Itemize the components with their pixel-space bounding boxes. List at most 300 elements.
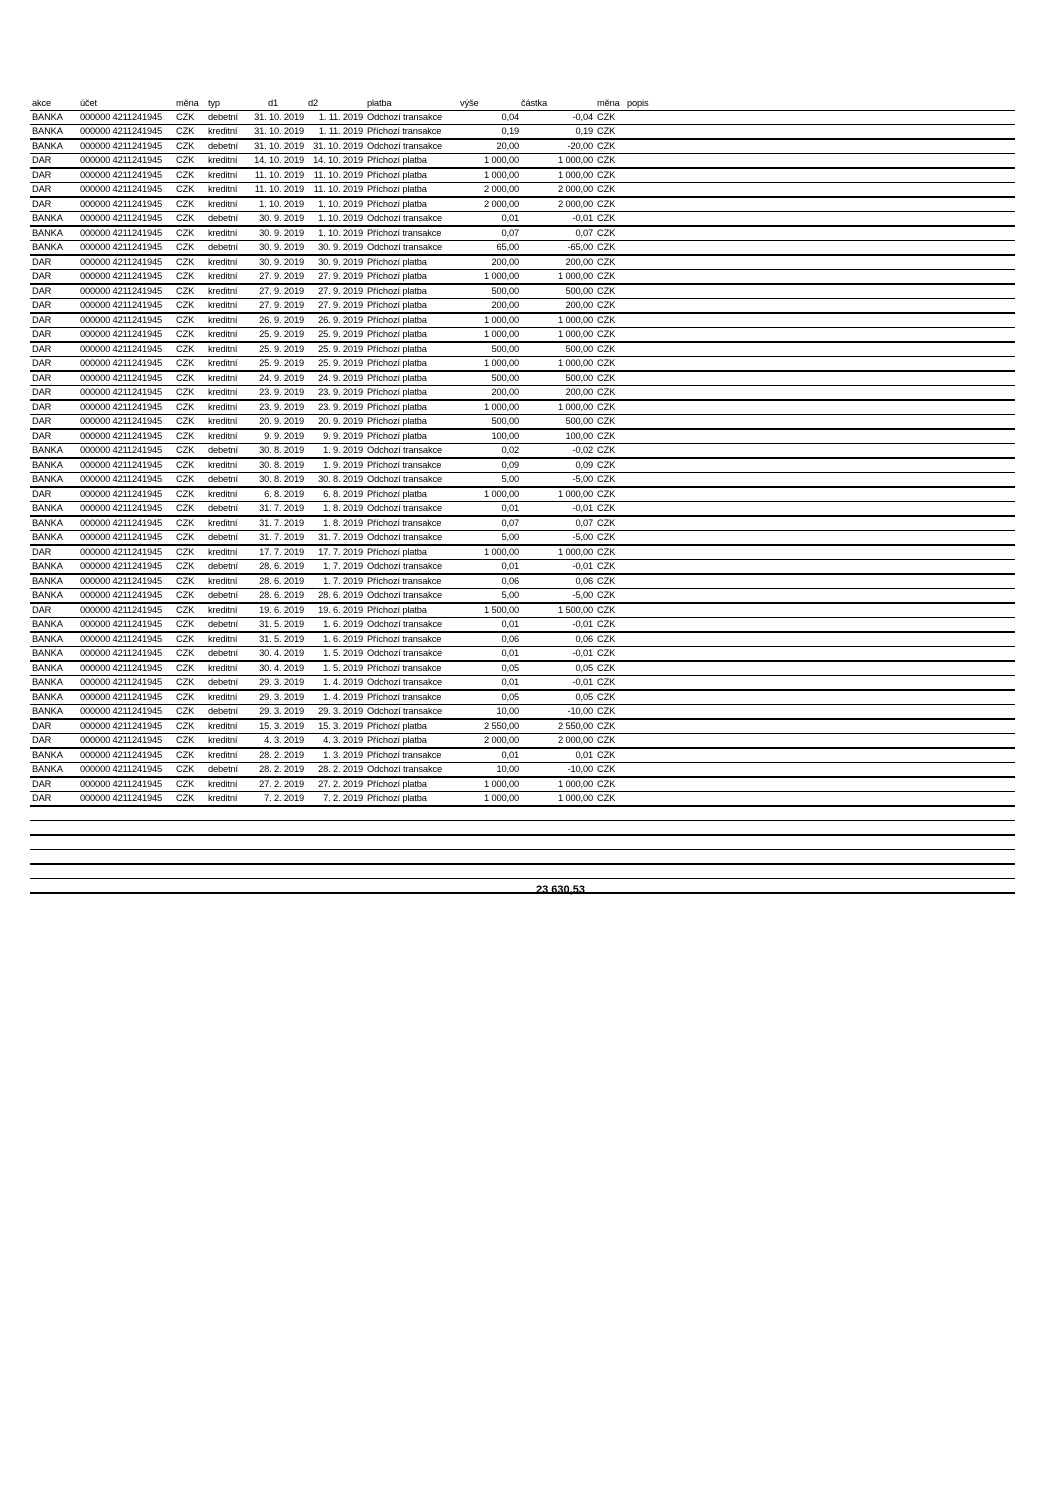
cell-vyse: 0,01 — [455, 748, 521, 763]
cell-vyse: 1 000,00 — [455, 154, 521, 169]
cell-d1: 31. 10. 2019 — [248, 139, 306, 154]
cell-ucet: 000000 4211241945 — [78, 560, 174, 575]
cell-platba: Příchozí platba — [365, 328, 455, 343]
cell-castka: 2 000,00 — [521, 183, 595, 198]
cell-castka: 0,06 — [521, 632, 595, 647]
cell-mena2: CZK — [595, 705, 625, 720]
cell-castka: -0,01 — [521, 618, 595, 633]
cell-castka: 2 000,00 — [521, 197, 595, 212]
header-mena2: měna — [595, 96, 625, 111]
cell-akce: BANKA — [30, 111, 78, 125]
cell-castka: 200,00 — [521, 386, 595, 401]
cell-akce: DAR — [30, 313, 78, 328]
cell-typ: kreditní — [206, 255, 248, 270]
cell-platba: Odchozí transakce — [365, 212, 455, 227]
cell-typ: kreditní — [206, 415, 248, 430]
cell-platba: Příchozí transakce — [365, 574, 455, 589]
cell-mena2: CZK — [595, 458, 625, 473]
cell-ucet: 000000 4211241945 — [78, 386, 174, 401]
cell-castka: -5,00 — [521, 473, 595, 488]
cell-popis — [625, 386, 1015, 401]
cell-d2: 1. 9. 2019 — [306, 444, 365, 459]
cell-mena2: CZK — [595, 255, 625, 270]
cell-d1: 31. 5. 2019 — [248, 618, 306, 633]
cell-d1: 30. 8. 2019 — [248, 473, 306, 488]
blank-row — [30, 850, 1015, 865]
cell-d2: 26. 9. 2019 — [306, 313, 365, 328]
cell-mena: CZK — [174, 111, 206, 125]
blank-row — [30, 835, 1015, 850]
cell-castka: 0,09 — [521, 458, 595, 473]
table-row — [30, 154, 1015, 169]
cell-typ: debetní — [206, 647, 248, 662]
cell-typ: kreditní — [206, 299, 248, 314]
cell-mena: CZK — [174, 458, 206, 473]
cell-typ: kreditní — [206, 270, 248, 285]
cell-d2: 27. 2. 2019 — [306, 777, 365, 792]
cell-platba: Příchozí transakce — [365, 226, 455, 241]
cell-typ: kreditní — [206, 545, 248, 560]
cell-d1: 29. 3. 2019 — [248, 705, 306, 720]
cell-d1: 27. 9. 2019 — [248, 284, 306, 299]
cell-platba: Příchozí platba — [365, 777, 455, 792]
table-row — [30, 763, 1015, 778]
cell-akce: BANKA — [30, 618, 78, 633]
cell-mena: CZK — [174, 444, 206, 459]
cell-d1: 27. 9. 2019 — [248, 270, 306, 285]
cell-d1: 25. 9. 2019 — [248, 328, 306, 343]
cell-castka: 0,05 — [521, 661, 595, 676]
cell-akce: DAR — [30, 487, 78, 502]
cell-typ: debetní — [206, 560, 248, 575]
cell-platba: Příchozí platba — [365, 270, 455, 285]
cell-popis — [625, 531, 1015, 546]
cell-castka: 2 550,00 — [521, 719, 595, 734]
cell-mena: CZK — [174, 763, 206, 778]
cell-d1: 30. 4. 2019 — [248, 661, 306, 676]
table-row — [30, 125, 1015, 140]
cell-platba: Příchozí platba — [365, 168, 455, 183]
blank-row — [30, 864, 1015, 879]
cell-d1: 30. 4. 2019 — [248, 647, 306, 662]
cell-d1: 20. 9. 2019 — [248, 415, 306, 430]
cell-d1: 31. 10. 2019 — [248, 111, 306, 125]
cell-castka: 1 000,00 — [521, 400, 595, 415]
cell-mena2: CZK — [595, 386, 625, 401]
cell-d1: 19. 6. 2019 — [248, 603, 306, 618]
cell-platba: Příchozí platba — [365, 284, 455, 299]
cell-popis — [625, 415, 1015, 430]
cell-d1: 29. 3. 2019 — [248, 676, 306, 691]
cell-d1: 15. 3. 2019 — [248, 719, 306, 734]
cell-platba: Příchozí transakce — [365, 661, 455, 676]
cell-vyse: 0,07 — [455, 516, 521, 531]
cell-typ: kreditní — [206, 226, 248, 241]
cell-d2: 27. 9. 2019 — [306, 270, 365, 285]
cell-akce: DAR — [30, 603, 78, 618]
cell-popis — [625, 125, 1015, 140]
cell-platba: Odchozí transakce — [365, 589, 455, 604]
cell-mena: CZK — [174, 168, 206, 183]
table-row — [30, 270, 1015, 285]
cell-vyse: 0,01 — [455, 212, 521, 227]
header-d2: d2 — [306, 96, 365, 111]
cell-popis — [625, 676, 1015, 691]
table-row — [30, 473, 1015, 488]
cell-akce: BANKA — [30, 748, 78, 763]
cell-ucet: 000000 4211241945 — [78, 270, 174, 285]
table-row — [30, 574, 1015, 589]
cell-ucet: 000000 4211241945 — [78, 458, 174, 473]
cell-d1: 17. 7. 2019 — [248, 545, 306, 560]
cell-popis — [625, 792, 1015, 807]
cell-d1: 6. 8. 2019 — [248, 487, 306, 502]
cell-akce: DAR — [30, 400, 78, 415]
table-row — [30, 429, 1015, 444]
cell-platba: Příchozí transakce — [365, 690, 455, 705]
cell-popis — [625, 603, 1015, 618]
cell-mena: CZK — [174, 154, 206, 169]
cell-castka: 0,05 — [521, 690, 595, 705]
cell-d1: 28. 2. 2019 — [248, 763, 306, 778]
cell-ucet: 000000 4211241945 — [78, 313, 174, 328]
cell-popis — [625, 342, 1015, 357]
cell-akce: DAR — [30, 371, 78, 386]
blank-row — [30, 806, 1015, 821]
cell-mena: CZK — [174, 734, 206, 749]
cell-mena: CZK — [174, 792, 206, 807]
cell-platba: Příchozí transakce — [365, 632, 455, 647]
cell-d1: 28. 6. 2019 — [248, 574, 306, 589]
cell-popis — [625, 212, 1015, 227]
cell-d2: 1. 4. 2019 — [306, 676, 365, 691]
cell-popis — [625, 560, 1015, 575]
cell-mena2: CZK — [595, 313, 625, 328]
cell-d2: 1. 10. 2019 — [306, 197, 365, 212]
cell-typ: debetní — [206, 502, 248, 517]
cell-mena: CZK — [174, 632, 206, 647]
cell-vyse: 500,00 — [455, 415, 521, 430]
cell-akce: DAR — [30, 255, 78, 270]
cell-d1: 1. 10. 2019 — [248, 197, 306, 212]
cell-ucet: 000000 4211241945 — [78, 284, 174, 299]
cell-mena2: CZK — [595, 328, 625, 343]
cell-platba: Příchozí platba — [365, 429, 455, 444]
cell-typ: debetní — [206, 589, 248, 604]
cell-typ: kreditní — [206, 734, 248, 749]
cell-akce: BANKA — [30, 212, 78, 227]
cell-d1: 7. 2. 2019 — [248, 792, 306, 807]
cell-mena2: CZK — [595, 415, 625, 430]
cell-vyse: 0,05 — [455, 661, 521, 676]
cell-d2: 14. 10. 2019 — [306, 154, 365, 169]
cell-platba: Příchozí platba — [365, 792, 455, 807]
cell-akce: BANKA — [30, 226, 78, 241]
cell-mena: CZK — [174, 415, 206, 430]
cell-platba: Odchozí transakce — [365, 111, 455, 125]
cell-popis — [625, 429, 1015, 444]
cell-akce: BANKA — [30, 574, 78, 589]
cell-ucet: 000000 4211241945 — [78, 299, 174, 314]
cell-castka: -5,00 — [521, 531, 595, 546]
cell-typ: kreditní — [206, 516, 248, 531]
cell-popis — [625, 328, 1015, 343]
table-row — [30, 560, 1015, 575]
cell-typ: debetní — [206, 531, 248, 546]
cell-vyse: 10,00 — [455, 763, 521, 778]
table-row — [30, 299, 1015, 314]
cell-typ: kreditní — [206, 661, 248, 676]
cell-castka: -0,01 — [521, 502, 595, 517]
cell-mena: CZK — [174, 661, 206, 676]
cell-platba: Příchozí transakce — [365, 458, 455, 473]
cell-ucet: 000000 4211241945 — [78, 197, 174, 212]
cell-d1: 31. 7. 2019 — [248, 516, 306, 531]
cell-castka: -0,01 — [521, 212, 595, 227]
cell-mena2: CZK — [595, 444, 625, 459]
cell-mena: CZK — [174, 705, 206, 720]
cell-ucet: 000000 4211241945 — [78, 574, 174, 589]
table-row — [30, 139, 1015, 154]
table-row — [30, 748, 1015, 763]
cell-mena2: CZK — [595, 748, 625, 763]
cell-platba: Odchozí transakce — [365, 531, 455, 546]
table-row — [30, 111, 1015, 125]
cell-vyse: 1 500,00 — [455, 603, 521, 618]
cell-typ: kreditní — [206, 429, 248, 444]
cell-mena: CZK — [174, 777, 206, 792]
cell-d2: 23. 9. 2019 — [306, 386, 365, 401]
cell-mena2: CZK — [595, 603, 625, 618]
cell-platba: Příchozí platba — [365, 183, 455, 198]
cell-d2: 15. 3. 2019 — [306, 719, 365, 734]
cell-vyse: 0,01 — [455, 647, 521, 662]
cell-vyse: 20,00 — [455, 139, 521, 154]
cell-d1: 23. 9. 2019 — [248, 400, 306, 415]
cell-castka: -10,00 — [521, 705, 595, 720]
cell-platba: Příchozí platba — [365, 371, 455, 386]
cell-platba: Příchozí platba — [365, 386, 455, 401]
cell-mena: CZK — [174, 647, 206, 662]
cell-mena: CZK — [174, 560, 206, 575]
cell-ucet: 000000 4211241945 — [78, 415, 174, 430]
cell-d2: 31. 7. 2019 — [306, 531, 365, 546]
cell-vyse: 5,00 — [455, 531, 521, 546]
cell-castka: -5,00 — [521, 589, 595, 604]
cell-popis — [625, 284, 1015, 299]
cell-ucet: 000000 4211241945 — [78, 632, 174, 647]
cell-ucet: 000000 4211241945 — [78, 487, 174, 502]
cell-vyse: 1 000,00 — [455, 777, 521, 792]
cell-typ: debetní — [206, 212, 248, 227]
cell-d1: 30. 8. 2019 — [248, 458, 306, 473]
cell-popis — [625, 777, 1015, 792]
cell-d2: 1. 10. 2019 — [306, 212, 365, 227]
cell-popis — [625, 400, 1015, 415]
cell-vyse: 1 000,00 — [455, 328, 521, 343]
cell-vyse: 2 000,00 — [455, 197, 521, 212]
cell-popis — [625, 226, 1015, 241]
cell-ucet: 000000 4211241945 — [78, 734, 174, 749]
cell-typ: kreditní — [206, 777, 248, 792]
cell-mena: CZK — [174, 342, 206, 357]
cell-d2: 1. 11. 2019 — [306, 111, 365, 125]
cell-popis — [625, 589, 1015, 604]
cell-typ: kreditní — [206, 371, 248, 386]
cell-platba: Odchozí transakce — [365, 444, 455, 459]
table-row — [30, 545, 1015, 560]
cell-ucet: 000000 4211241945 — [78, 342, 174, 357]
cell-platba: Příchozí platba — [365, 734, 455, 749]
table-row — [30, 183, 1015, 198]
cell-popis — [625, 444, 1015, 459]
spreadsheet — [30, 96, 1015, 894]
cell-typ: kreditní — [206, 487, 248, 502]
cell-platba: Odchozí transakce — [365, 763, 455, 778]
cell-d1: 4. 3. 2019 — [248, 734, 306, 749]
cell-popis — [625, 545, 1015, 560]
cell-mena2: CZK — [595, 139, 625, 154]
cell-ucet: 000000 4211241945 — [78, 719, 174, 734]
cell-castka: 1 000,00 — [521, 487, 595, 502]
cell-popis — [625, 168, 1015, 183]
cell-mena: CZK — [174, 328, 206, 343]
table-row — [30, 690, 1015, 705]
table-row — [30, 589, 1015, 604]
cell-mena: CZK — [174, 270, 206, 285]
cell-castka: 1 000,00 — [521, 168, 595, 183]
cell-akce: DAR — [30, 777, 78, 792]
cell-mena: CZK — [174, 690, 206, 705]
cell-akce: BANKA — [30, 763, 78, 778]
table-row — [30, 342, 1015, 357]
cell-platba: Odchozí transakce — [365, 502, 455, 517]
cell-vyse: 5,00 — [455, 473, 521, 488]
cell-mena: CZK — [174, 183, 206, 198]
cell-vyse: 0,04 — [455, 111, 521, 125]
header-vyse: výše — [455, 96, 521, 111]
cell-popis — [625, 618, 1015, 633]
cell-popis — [625, 487, 1015, 502]
cell-mena: CZK — [174, 502, 206, 517]
cell-typ: kreditní — [206, 792, 248, 807]
table-row — [30, 415, 1015, 430]
cell-mena2: CZK — [595, 618, 625, 633]
cell-castka: -0,01 — [521, 647, 595, 662]
table-row — [30, 400, 1015, 415]
cell-d2: 19. 6. 2019 — [306, 603, 365, 618]
cell-d2: 1. 5. 2019 — [306, 647, 365, 662]
cell-d1: 28. 2. 2019 — [248, 748, 306, 763]
cell-akce: DAR — [30, 429, 78, 444]
cell-mena2: CZK — [595, 400, 625, 415]
cell-castka: 0,07 — [521, 226, 595, 241]
cell-vyse: 0,07 — [455, 226, 521, 241]
cell-akce: DAR — [30, 415, 78, 430]
cell-akce: BANKA — [30, 661, 78, 676]
cell-mena2: CZK — [595, 487, 625, 502]
blank-cell — [30, 864, 1015, 879]
cell-popis — [625, 458, 1015, 473]
cell-mena2: CZK — [595, 777, 625, 792]
cell-vyse: 200,00 — [455, 299, 521, 314]
cell-popis — [625, 734, 1015, 749]
cell-akce: DAR — [30, 792, 78, 807]
cell-vyse: 0,01 — [455, 560, 521, 575]
table-row — [30, 603, 1015, 618]
cell-ucet: 000000 4211241945 — [78, 676, 174, 691]
cell-vyse: 1 000,00 — [455, 792, 521, 807]
cell-popis — [625, 241, 1015, 256]
table-row — [30, 212, 1015, 227]
cell-vyse: 500,00 — [455, 371, 521, 386]
cell-ucet: 000000 4211241945 — [78, 168, 174, 183]
table-row — [30, 255, 1015, 270]
cell-castka: 1 000,00 — [521, 154, 595, 169]
cell-ucet: 000000 4211241945 — [78, 589, 174, 604]
cell-ucet: 000000 4211241945 — [78, 618, 174, 633]
cell-d2: 1. 11. 2019 — [306, 125, 365, 140]
cell-akce: DAR — [30, 270, 78, 285]
cell-typ: debetní — [206, 241, 248, 256]
cell-mena: CZK — [174, 299, 206, 314]
cell-akce: DAR — [30, 342, 78, 357]
cell-akce: DAR — [30, 197, 78, 212]
cell-mena2: CZK — [595, 212, 625, 227]
cell-castka: 0,19 — [521, 125, 595, 140]
cell-typ: debetní — [206, 705, 248, 720]
cell-vyse: 200,00 — [455, 386, 521, 401]
cell-d1: 28. 6. 2019 — [248, 589, 306, 604]
blank-cell — [30, 806, 1015, 821]
cell-akce: BANKA — [30, 139, 78, 154]
cell-typ: kreditní — [206, 386, 248, 401]
cell-vyse: 1 000,00 — [455, 270, 521, 285]
cell-mena: CZK — [174, 371, 206, 386]
cell-mena2: CZK — [595, 270, 625, 285]
cell-d2: 24. 9. 2019 — [306, 371, 365, 386]
cell-d2: 27. 9. 2019 — [306, 284, 365, 299]
cell-vyse: 65,00 — [455, 241, 521, 256]
cell-d1: 27. 9. 2019 — [248, 299, 306, 314]
header-akce: akce — [30, 96, 78, 111]
cell-mena2: CZK — [595, 342, 625, 357]
cell-vyse: 2 000,00 — [455, 734, 521, 749]
cell-ucet: 000000 4211241945 — [78, 328, 174, 343]
cell-mena2: CZK — [595, 589, 625, 604]
cell-d2: 25. 9. 2019 — [306, 342, 365, 357]
cell-d1: 30. 9. 2019 — [248, 212, 306, 227]
cell-d2: 28. 2. 2019 — [306, 763, 365, 778]
cell-platba: Odchozí transakce — [365, 618, 455, 633]
cell-mena2: CZK — [595, 125, 625, 140]
table-row — [30, 777, 1015, 792]
cell-castka: 1 000,00 — [521, 545, 595, 560]
cell-akce: BANKA — [30, 676, 78, 691]
cell-ucet: 000000 4211241945 — [78, 661, 174, 676]
cell-d2: 1. 5. 2019 — [306, 661, 365, 676]
cell-popis — [625, 574, 1015, 589]
cell-mena2: CZK — [595, 226, 625, 241]
cell-akce: BANKA — [30, 458, 78, 473]
cell-typ: kreditní — [206, 632, 248, 647]
cell-mena: CZK — [174, 748, 206, 763]
cell-mena: CZK — [174, 719, 206, 734]
cell-akce: BANKA — [30, 531, 78, 546]
table-row — [30, 444, 1015, 459]
cell-popis — [625, 763, 1015, 778]
cell-castka: -20,00 — [521, 139, 595, 154]
